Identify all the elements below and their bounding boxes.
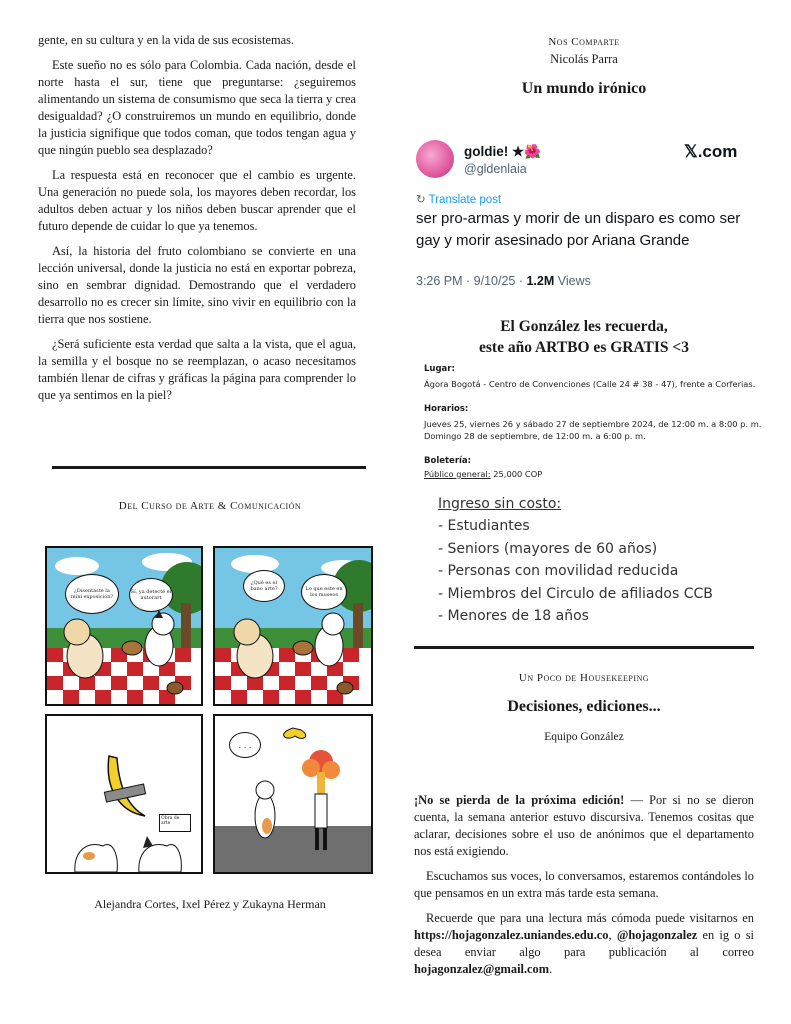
- artbo-title-line1: El González les recuerda,: [500, 318, 668, 335]
- section-divider: [414, 646, 754, 649]
- comic-panel-2: [213, 546, 373, 706]
- bubble-text: ¿Qué es el bano arte?: [250, 580, 278, 592]
- bubble-text: Sí, ya detecté el autorart: [130, 589, 172, 601]
- tweet-text: ser pro-armas y morir de un disparo es como ser gay y morir asesinado por Ariana Grande: [416, 210, 741, 249]
- speech-bubble: [129, 578, 173, 612]
- list-item: - Seniors (mayores de 60 años): [438, 540, 658, 557]
- picnic-scene-illustration: [47, 548, 201, 704]
- paragraph: Este sueño no es sólo para Colombia. Cada nación, desde el norte hasta el sur, tiene que preguntarse: ¿seguiremos alimentando un sistema de consumismo que seca la tierra y crea desigualdad? ¿O construiremos un mundo en equilibrio, donde la justicia signifique que todos coman, que todos tengan agua y que ningún pueblo sea desplazado?: [38, 58, 356, 157]
- lugar-label: Lugar:: [424, 364, 455, 374]
- picnic-scene-illustration: [215, 548, 371, 704]
- article-body: [38, 32, 356, 412]
- website-link[interactable]: https://hojagonzalez.uniandes.edu.co: [414, 928, 609, 942]
- section-heading: Un Poco de Housekeeping: [518, 672, 650, 684]
- boleteria-text: [424, 468, 764, 480]
- bubble-text: ¿Disentaste la mini exposición?: [70, 588, 114, 600]
- artbo-title-line2: este año ARTBO es GRATIS <3: [479, 339, 689, 356]
- paragraph: gente, en su cultura y en la vida de sus ecosistemas.: [38, 33, 294, 47]
- bubble-text: Lo que este en los museos: [305, 586, 343, 598]
- lugar-text: Ágora Bogotá - Centro de Convenciones (Calle 24 # 38 - 47), frente a Corferias.: [424, 379, 756, 389]
- horarios-label: Horarios:: [424, 404, 469, 414]
- horarios-line: Jueves 25, viernes 26 y sábado 27 de septiembre 2024, de 12:00 m. a 8:00 p. m.: [424, 419, 762, 429]
- list-item: - Menores de 18 años: [438, 608, 589, 624]
- article-title: Un mundo irónico: [521, 80, 647, 97]
- paragraph: ¿Será suficiente esta verdad que salta a la vista, que el agua, la semilla y el bosque no se reemplazan, o acaso necesitamos también llenar de cifras y gráficas la página para comprender lo que ya sentimos en la piel?: [38, 337, 356, 402]
- artbo-title: [414, 316, 754, 358]
- speech-bubble: [65, 574, 119, 614]
- paragraph-text: .: [549, 962, 553, 976]
- banana-art-illustration: [47, 716, 201, 872]
- speech-bubble: [243, 570, 285, 602]
- translate-post-link[interactable]: [416, 192, 501, 206]
- boleteria-link[interactable]: Público general:: [424, 469, 491, 479]
- paragraph: Así, la historia del fruto colombiano se convierte en una lección universal, donde la justicia no está en exportar pobreza, sino en sembrar dignidad. Demostrando que el verdadero desarrollo no es crecer sin límite, sino vivir en equilibrio con la tierra que nos sostiene.: [38, 244, 356, 326]
- tweet-views-count: 1.2M: [526, 274, 555, 288]
- artbo-info: [424, 364, 764, 480]
- bubble-text: . . .: [238, 740, 252, 750]
- art-label-sign: [159, 814, 191, 832]
- tweet-author-handle: @gldenlaia: [464, 162, 527, 176]
- comic-section-heading: Del Curso de Arte & Comunicación: [118, 500, 302, 512]
- bold-lead: ¡No se pierda de la próxima edición!: [414, 793, 625, 807]
- paragraph: Escuchamos sus voces, lo conversamos, estaremos contándoles lo que pensamos en un extra más tarde esta semana.: [414, 869, 754, 900]
- tweet-views-label: Views: [554, 274, 591, 288]
- instagram-link[interactable]: @hojagonzalez: [616, 928, 698, 942]
- comic-credits: Alejandra Cortes, Ixel Pérez y Zukayna Herman: [94, 897, 326, 911]
- boleteria-label: Boletería:: [424, 456, 472, 466]
- list-item: - Estudiantes: [438, 518, 530, 534]
- list-item: - Personas con movilidad reducida: [438, 563, 679, 579]
- paragraph-text: ,: [608, 928, 617, 942]
- tweet-time: 3:26 PM · 9/10/25 ·: [416, 274, 527, 288]
- sign-text: Obra de arte: [161, 816, 180, 826]
- ingreso-title: Ingreso sin costo:: [438, 496, 562, 512]
- paragraph: [414, 792, 754, 860]
- author-name: Equipo González: [544, 731, 624, 743]
- list-item: - Miembros del Circulo de afiliados CCB: [438, 585, 713, 602]
- translate-label: Translate post: [428, 194, 502, 206]
- paragraph-text: Recuerde que para una lectura más cómoda puede visitarnos en: [426, 911, 754, 925]
- avatar: [416, 140, 454, 178]
- speech-bubble: [301, 574, 347, 610]
- paragraph: [414, 910, 754, 978]
- paragraph: La respuesta está en reconocer que el cambio es urgente. Una generación no puede sola, los mayores deben recordar, los adultos deben actuar y los niños deben buscar aprender que el futuro depende de cuidar lo que ya tenemos.: [38, 168, 356, 233]
- tweet-meta: [416, 274, 591, 288]
- section-heading: Nos Comparte: [548, 36, 620, 48]
- refresh-icon: ↻: [416, 194, 429, 206]
- ingreso-list-block: [438, 493, 758, 628]
- x-logo[interactable]: 𝕏.com: [684, 142, 738, 161]
- tweet-author-name: goldie! ★🌺: [464, 144, 541, 159]
- horarios-line: Domingo 28 de septiembre, de 12:00 m. a 6:00 p. m.: [424, 431, 646, 441]
- article-title: Decisiones, ediciones...: [507, 698, 661, 715]
- comic-panel-4: [213, 714, 373, 874]
- paragraph-text: — Por si no se dieron cuenta, la semana anterior estuvo discursiva. Tenemos cositas que aclarar, decisiones sobre el uso de anónimos que el departamento nos está exigiendo.: [414, 793, 754, 858]
- email-link[interactable]: hojagonzalez@gmail.com: [414, 962, 550, 976]
- comic-panel-3: [45, 714, 203, 874]
- author-name: Nicolás Parra: [550, 52, 618, 66]
- housekeeping-body: [414, 792, 754, 986]
- comic-panel-1: [45, 546, 203, 706]
- ingreso-list: [438, 515, 758, 628]
- boleteria-price: 25,000 COP: [490, 469, 543, 479]
- speech-bubble: [229, 732, 261, 758]
- paragraph-text: en ig o si desea enviar algo para publicación al correo: [414, 928, 755, 959]
- section-divider: [52, 466, 366, 469]
